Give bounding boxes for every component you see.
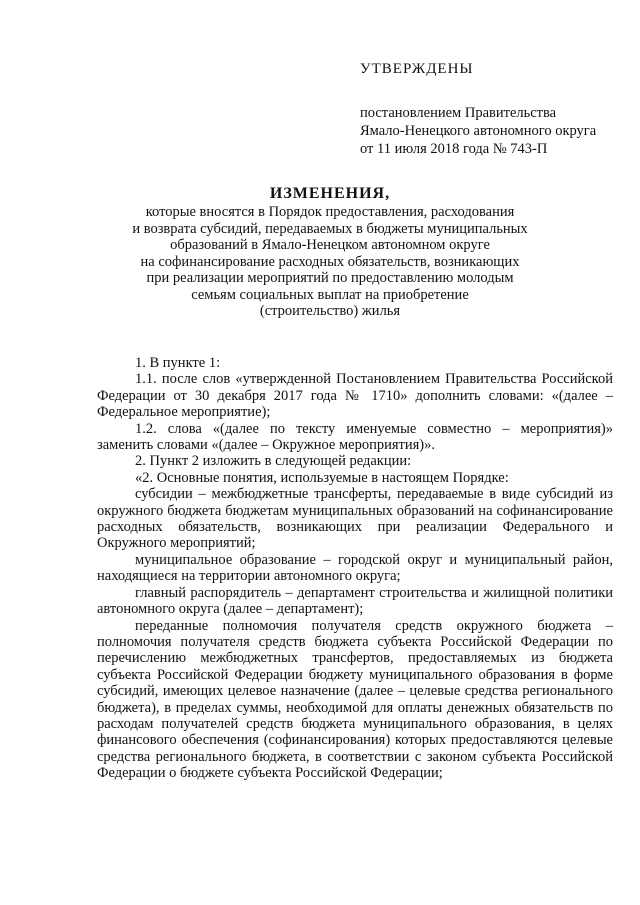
body-paragraph: 1. В пункте 1: — [135, 355, 221, 371]
heading-title: ИЗМЕНЕНИЯ, — [269, 185, 391, 202]
document-body — [97, 355, 613, 782]
heading-line: образований в Ямало-Ненецком автономном округе — [170, 237, 490, 253]
heading-line: и возврата субсидий, передаваемых в бюджеты муниципальных — [132, 220, 528, 237]
body-paragraph: 2. Пункт 2 изложить в следующей редакции: — [135, 453, 412, 470]
heading-line: на софинансирование расходных обязательств, возникающих — [140, 253, 520, 270]
heading-line: семьям социальных выплат на приобретение — [191, 286, 469, 303]
heading-line: (строительство) жилья — [259, 303, 401, 319]
heading-line: при реализации мероприятий по предоставлению молодым — [146, 270, 514, 286]
approval-line: постановлением Правительства — [360, 105, 557, 121]
approval-line: Ямало-Ненецкого автономного округа — [360, 123, 597, 139]
approval-line: от 11 июля 2018 года № 743-П — [360, 141, 548, 157]
document-heading — [100, 184, 560, 320]
heading-line: которые вносятся в Порядок предоставления, расходования — [145, 204, 515, 220]
body-paragraph: переданные полномочия получателя средств окружного бюджета – полномочия получателя средств бюджета субъекта Российской Федерации по перечислению межбюджетных трансфертов, предоставляемых из бюджета субъекта Российской Федерации бюджету муниципального образования в форме субсидий, имеющих целевое назначение (далее – целевые средства регионального бюджета), в пределах суммы, необходимой для оплаты денежных обязательств по расходам получателей средств бюджета муниципального образования, в целях финансового обеспечения (софинансирования) которых предоставляются целевые средства регионального бюджета, в соответствии с законом субъекта Российской Федерации о бюджете субъекта Российской Федерации; — [97, 617, 613, 782]
body-paragraph: главный распорядитель – департамент строительства и жилищной политики автономного округа (далее – департамент); — [97, 584, 613, 618]
body-paragraph: муниципальное образование – городской округ и муниципальный район, находящиеся на территории автономного округа; — [97, 551, 613, 585]
body-paragraph: 1.1. после слов «утвержденной Постановлением Правительства Российской Федерации от 30 декабря 2017 года № 1710» дополнить словами: «(далее – Федеральное мероприятие); — [97, 371, 613, 421]
body-paragraph: субсидии – межбюджетные трансферты, передаваемые в виде субсидий из окружного бюджета бюджетам муниципальных образований на софинансирование расходных обязательств, возникающих при реализации Федерального и Окружного мероприятий; — [97, 486, 613, 552]
body-paragraph: 1.2. слова «(далее по тексту именуемые совместно – мероприятия)» заменить словами «(далее – Окружное мероприятия)». — [97, 420, 613, 454]
approval-title: УТВЕРЖДЕНЫ — [360, 61, 474, 77]
approval-block — [360, 60, 596, 158]
body-paragraph: «2. Основные понятия, используемые в настоящем Порядке: — [135, 469, 509, 486]
